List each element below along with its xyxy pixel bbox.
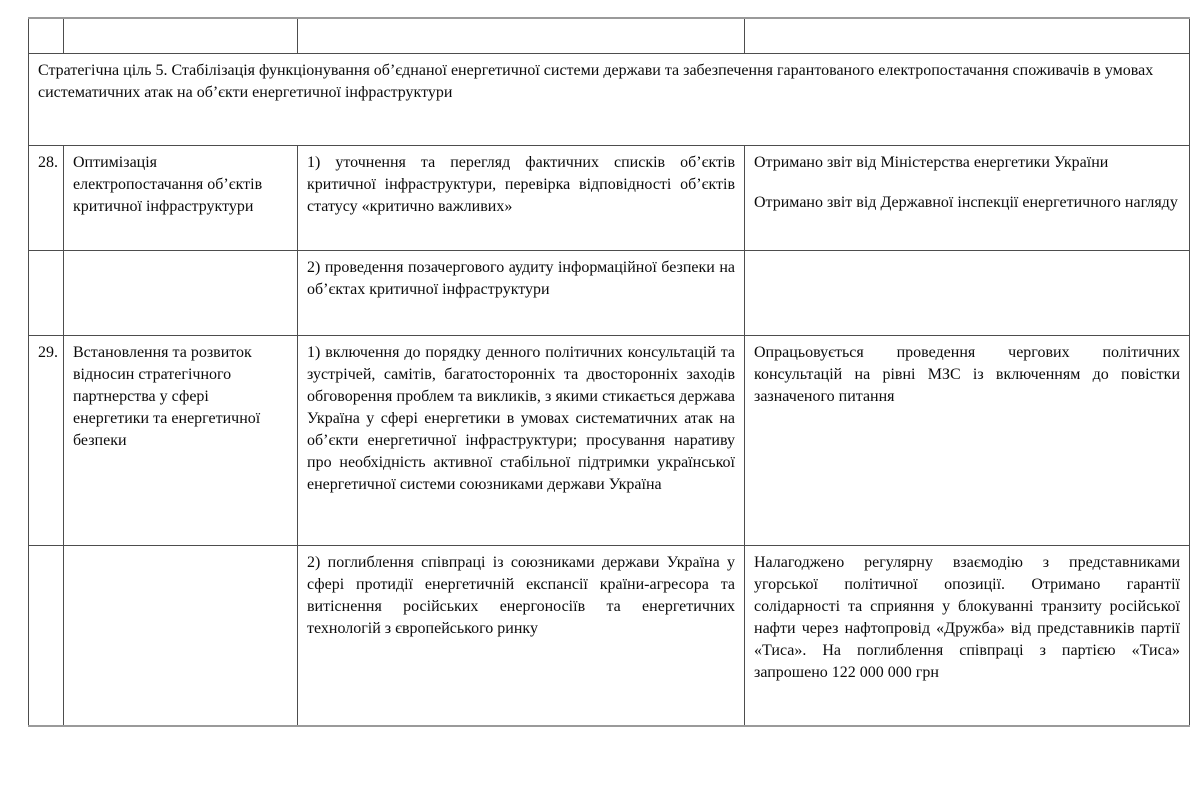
table-row [29, 335, 1190, 545]
empty-measure-cell [64, 18, 298, 53]
task-cell: 1) включення до порядку денного політичних консультацій та зустрічей, самітів, багатосторонніх та двосторонніх заходів обговорення проблем та викликів, з якими стикається держава Україна у сфері енергетики в умовах систематичних атак на об’єкти енергетичної інфраструктури; просування наративу про необхідність активної стабільної підтримки української енергетичної системи союзниками держави Україна [298, 335, 745, 545]
empty-task-cell [298, 18, 745, 53]
empty-number-cell [29, 250, 64, 335]
table-row [29, 545, 1190, 726]
table-row [29, 250, 1190, 335]
status-cell [745, 145, 1190, 250]
measure-cell: Оптимізація електропостачання об’єктів критичної інфраструктури [64, 145, 298, 250]
measure-cell: Встановлення та розвиток відносин стратегічного партнерства у сфері енергетики та енергетичної безпеки [64, 335, 298, 545]
progress-report-table [28, 17, 1190, 727]
empty-status-cell [745, 18, 1190, 53]
empty-measure-cell [64, 250, 298, 335]
status-paragraph: Отримано звіт від Міністерства енергетики України [754, 153, 1109, 171]
empty-number-cell [29, 545, 64, 726]
strategic-goal-row [29, 53, 1190, 145]
strategic-goal-text: Стратегічна ціль 5. Стабілізація функціонування об’єднаної енергетичної системи держави та забезпечення гарантованого електропостачання споживачів в умовах систематичних атак на об’єкти енергетичної інфраструктури [29, 53, 1190, 145]
status-paragraph: Отримано звіт від Державної інспекції енергетичного нагляду [754, 193, 1178, 211]
status-paragraph: Налагоджено регулярну взаємодію з представниками угорської політичної опозиції. Отримано гарантії солідарності та сприяння у блокуванні транзиту російської нафти через нафтопровід «Дружба» від представників партії «Тиса». На поглиблення співпраці з партією «Тиса» запрошено 122 000 000 грн [754, 553, 1180, 681]
task-cell: 2) проведення позачергового аудиту інформаційної безпеки на об’єктах критичної інфраструктури [298, 250, 745, 335]
task-cell: 1) уточнення та перегляд фактичних списків об’єктів критичної інфраструктури, перевірка відповідності об’єктів статусу «критично важливих» [298, 145, 745, 250]
status-cell [745, 335, 1190, 545]
row-number: 29. [29, 335, 64, 545]
status-cell [745, 545, 1190, 726]
table-row [29, 145, 1190, 250]
status-paragraph: Опрацьовується проведення чергових політичних консультацій на рівні МЗС із включенням до повістки зазначеного питання [754, 343, 1180, 405]
continuation-row [29, 18, 1190, 53]
empty-number-cell [29, 18, 64, 53]
empty-measure-cell [64, 545, 298, 726]
row-number: 28. [29, 145, 64, 250]
empty-status-cell [745, 250, 1190, 335]
task-cell: 2) поглиблення співпраці із союзниками держави Україна у сфері протидії енергетичній експансії країни-агресора та витіснення російських енергоносіїв та енергетичних технологій з європейського ринку [298, 545, 745, 726]
